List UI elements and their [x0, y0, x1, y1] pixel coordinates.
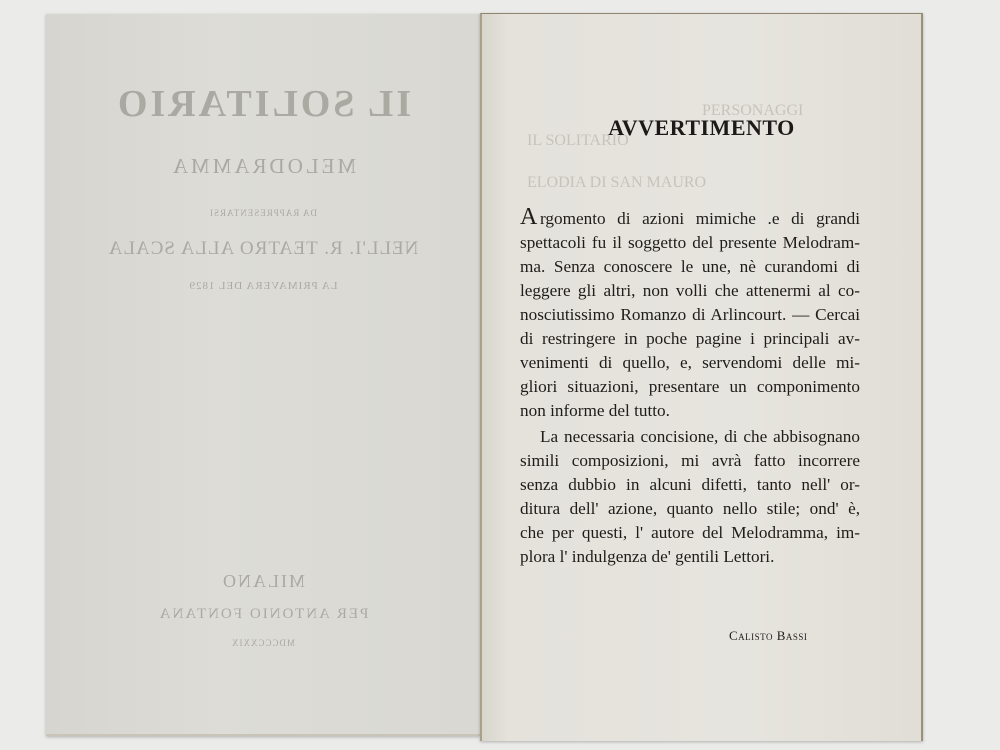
bleed-season: LA PRIMAVERA DEL 1829: [188, 280, 338, 292]
drop-cap: A: [520, 204, 538, 230]
text-line: che per questi, l' autore del Melodramma, im-: [520, 523, 860, 542]
text-line: nosciutissimo Romanzo di Arlincourt. — Cercai: [520, 305, 860, 324]
text-line: plora l' indulgenza de' gentili Lettori.: [520, 547, 775, 566]
text-line: gliori situazioni, presentare un componimento: [520, 377, 860, 396]
text-line: senza dubbio in alcuni difetti, tanto nell' or-: [520, 475, 860, 494]
bleed-city: MILANO: [221, 571, 305, 591]
bleed-venue: NELL'I. R. TEATRO ALLA SCALA: [107, 238, 419, 259]
text-line: La necessaria concisione, di che abbisognano: [540, 427, 860, 446]
text-line: venimenti di quello, e, servendomi delle mi-: [520, 353, 860, 372]
left-page: [46, 14, 480, 736]
bleed-character-1: IL SOLITARIO: [527, 132, 629, 149]
text-line: di restringere in poche pagine i principali av-: [520, 329, 860, 348]
text-line: simili composizioni, mi avrà fatto incorrere: [520, 451, 860, 470]
signature: Calisto Bassi: [729, 628, 808, 643]
text-line: spettacoli fu il soggetto del presente Melodram-: [520, 233, 860, 252]
bleed-title: IL SOLITARIO: [114, 83, 412, 125]
page-heading: AVVERTIMENTO: [608, 115, 795, 140]
bleed-subtitle: MELODRAMMA: [169, 154, 357, 178]
text-line: A rgomento di azioni mimiche .e di grandi: [520, 204, 860, 230]
bleed-year: MDCCCXXIX: [231, 638, 296, 648]
bleed-printer: PER ANTONIO FONTANA: [157, 606, 369, 622]
text-line: non informe del tutto.: [520, 401, 670, 420]
right-page: [480, 13, 923, 741]
bleed-character-2: ELODIA DI SAN MAURO: [527, 174, 707, 191]
text-line: ditura dell' azione, quanto nello stile; ond' è,: [520, 499, 860, 518]
bleed-small-line: DA RAPPRESENTARSI: [208, 208, 318, 218]
bleed-personaggi: PERSONAGGI: [702, 102, 804, 119]
text-line: leggere gli altri, non volli che attenermi al co-: [520, 281, 860, 300]
text-line: ma. Senza conoscere le une, nè curandomi di: [520, 257, 860, 276]
